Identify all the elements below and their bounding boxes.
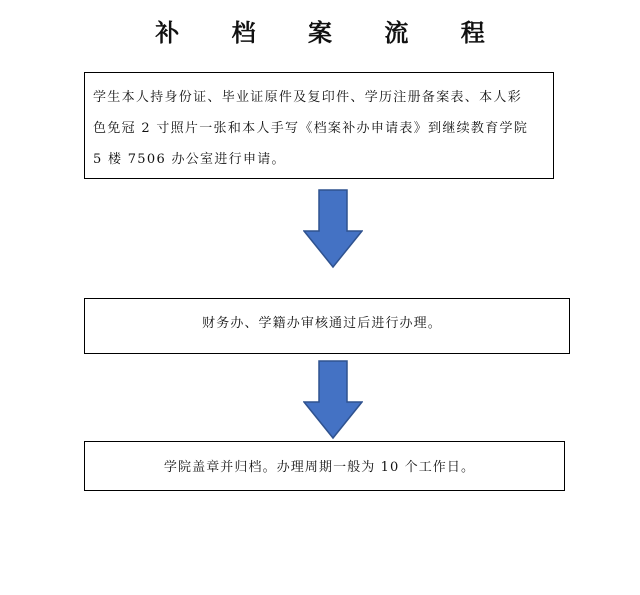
step-1-line-1: 学生本人持身份证、毕业证原件及复印件、学历注册备案表、本人彩 bbox=[93, 90, 523, 105]
down-arrow-icon bbox=[303, 189, 363, 269]
step-3-box bbox=[84, 441, 565, 491]
step-3-line-1: 学院盖章并归档。办理周期一般为 10 个工作日。 bbox=[163, 460, 476, 475]
step-2-line-1: 财务办、学籍办审核通过后进行办理。 bbox=[202, 316, 442, 331]
step-1-box bbox=[84, 72, 554, 179]
step-1-line-2: 色免冠 2 寸照片一张和本人手写《档案补办申请表》到继续教育学院 bbox=[93, 121, 529, 136]
step-2-box bbox=[84, 298, 570, 354]
down-arrow-shape bbox=[304, 361, 362, 438]
step-1-line-3: 5 楼 7506 办公室进行申请。 bbox=[93, 152, 286, 167]
flowchart-title: 补 档 案 流 程 bbox=[155, 19, 507, 47]
down-arrow-shape bbox=[304, 190, 362, 267]
down-arrow-icon bbox=[303, 360, 363, 440]
